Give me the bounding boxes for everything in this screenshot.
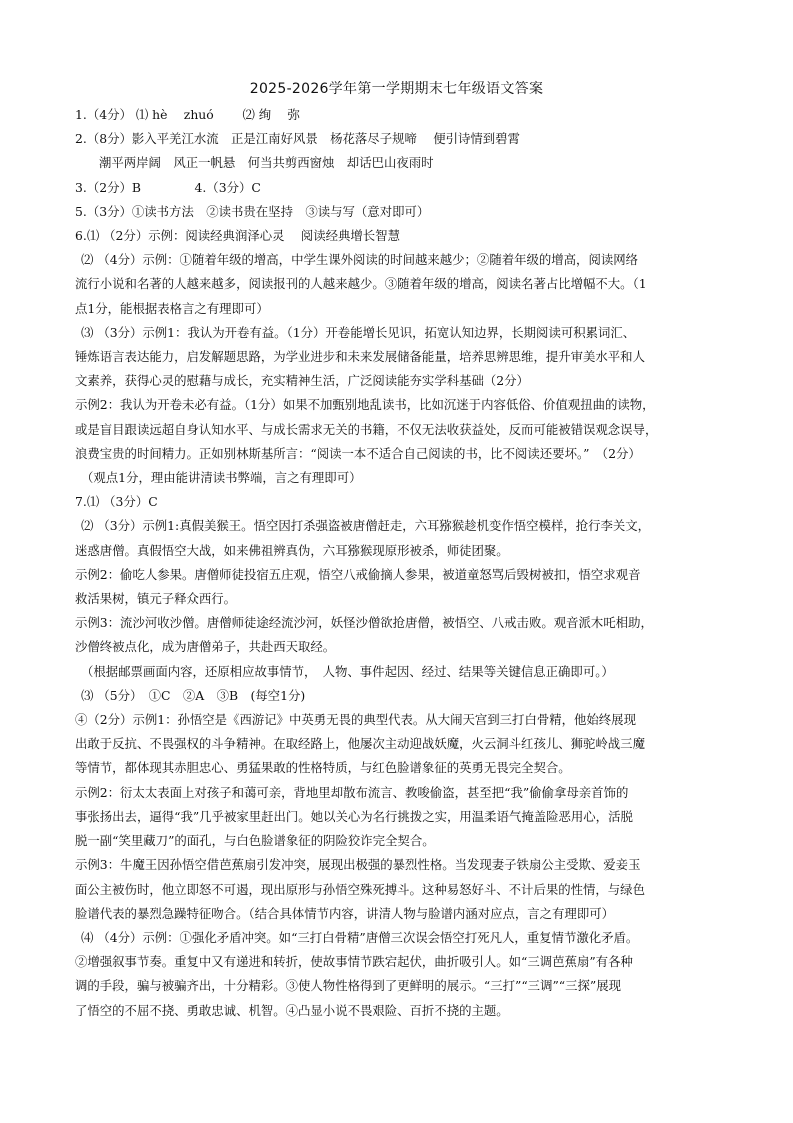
- answer-line: 5.（3分）①读书方法 ②读书贵在坚持 ③读与写（意对即可）: [75, 203, 430, 219]
- answer-line: ⑶ （3分）示例1：我认为开卷有益。（1分）开卷能增长见识，拓宽认知边界，长期阅读可积累词汇、: [81, 324, 636, 340]
- answer-line: ④（2分）示例1：孙悟空是《西游记》中英勇无畏的典型代表。从大闹天宫到三打白骨精，他始终展现: [75, 712, 636, 728]
- answer-line: 了悟空的不屈不挠、勇敢忠诚、机智。④凸显小说不畏艰险、百折不挠的主题。: [75, 1002, 509, 1018]
- answer-line: （根据邮票画面内容，还原相应故事情节， 人物、事件起因、经过、结果等关键信息正确即可。）: [81, 663, 614, 679]
- answer-content: [75, 103, 735, 1023]
- answer-line: 脱一副“笑里藏刀”的面孔，与白色脸谱象征的阴险狡诈完全契合。: [75, 833, 435, 849]
- answer-line: 面公主被伤时，他立即怒不可遏，现出原形与孙悟空殊死搏斗。这种易怒好斗、不计后果的性情，与绿色: [75, 881, 645, 897]
- answer-line: 沙僧终被点化，成为唐僧弟子，共赴西天取经。: [75, 639, 336, 655]
- answer-line: 示例2：偷吃人参果。唐僧师徒投宿五庄观，悟空八戒偷摘人参果，被道童怒骂后毁树被扣，悟空求观音: [75, 566, 641, 582]
- answer-line: 脸谱代表的暴烈急躁特征吻合。（结合具体情节内容，讲清人物与脸谱内涵对应点，言之有理即可）: [75, 905, 614, 921]
- answer-line: 等情节，都体现其赤胆忠心、勇猛果敢的性格特质，与红色脸谱象征的英勇无畏完全契合。: [75, 760, 571, 776]
- answer-line: ⑵ （3分）示例1:真假美猴王。悟空因打杀强盗被唐僧赶走，六耳猕猴趁机变作悟空模样，抢行李关文，: [81, 518, 651, 534]
- answer-line: 或是盲目跟读远超自身认知水平、与成长需求无关的书籍，不仅无法收获益处，反而可能被错误观念误导，: [75, 421, 658, 437]
- answer-line: 6.⑴ （2分）示例：阅读经典润泽心灵 阅读经典增长智慧: [75, 228, 400, 244]
- answer-line: 文素养，获得心灵的慰藉与成长，充实精神生活，广泛阅读能夯实学科基础（2分）: [75, 373, 529, 389]
- answer-line: ⑵ （4分）示例：①随着年级的增高，中学生课外阅读的时间越来越少；②随着年级的增高，阅读网络: [81, 252, 639, 268]
- answer-line: 示例2：我认为开卷未必有益。（1分）如果不加甄别地乱读书，比如沉迷于内容低俗、价值观扭曲的读物，: [75, 397, 655, 413]
- document-title: 2025-2026学年第一学期期末七年级语文答案: [249, 81, 544, 97]
- answer-line: 7.⑴ （3分）C: [75, 494, 158, 510]
- answer-line: 点1分，能根据表格言之有理即可）: [75, 300, 269, 316]
- answer-line: ⑶ （5分） ①C ②A ③B (每空1分): [81, 687, 306, 703]
- answer-line: 潮平两岸阔 风正一帆悬 何当共剪西窗烛 却话巴山夜雨时: [99, 155, 434, 171]
- answer-line: 锤炼语言表达能力，启发解题思路，为学业进步和未来发展储备能量，培养思辨思维，提升审美水平和人: [75, 349, 645, 365]
- answer-line: 救活果树，镇元子释众西行。: [75, 591, 237, 607]
- answer-line: ⑷ （4分）示例：①强化矛盾冲突。如“三打白骨精”唐僧三次误会悟空打死凡人，重复情节激化矛盾。: [81, 929, 639, 945]
- answer-line: ②增强叙事节奏。重复中又有递进和转折，使故事情节跌宕起伏，曲折吸引人。如“三调芭蕉扇”有各种: [75, 954, 633, 970]
- answer-line: 示例3：流沙河收沙僧。唐僧师徒途经流沙河，妖怪沙僧欲抢唐僧，被悟空、八戒击败。观音派木吒相助，: [75, 615, 653, 631]
- answer-line: 示例2：衍太太表面上对孩子和蔼可亲，背地里却散布流言、教唆偷盗，甚至把“我”偷偷拿母亲首饰的: [75, 784, 629, 800]
- answer-line: （观点1分，理由能讲清读书弊端，言之有理即可）: [81, 470, 362, 486]
- answer-line: 出敢于反抗、不畏强权的斗争精神。在取经路上，他屡次主动迎战妖魔，火云洞斗红孩儿、狮驼岭战三魔: [75, 736, 645, 752]
- answer-line: 事张扬出去，逼得“我”几乎被家里赶出门。她以关心为名行挑拨之实，用温柔语气掩盖险恶用心，活脱: [75, 808, 633, 824]
- answer-line: 2.（8分）影入平羌江水流 正是江南好风景 杨花落尽子规啼 便引诗情到碧霄: [75, 131, 520, 147]
- answer-line: 1.（4分） ⑴ hè zhuó ⑵ 绚 弥: [75, 107, 300, 122]
- answer-line: 浪费宝贵的时间精力。正如别林斯基所言：“阅读一本不适合自己阅读的书，比不阅读还要坏。” （2分）: [75, 445, 641, 461]
- answer-line: 示例3：牛魔王因孙悟空借芭蕉扇引发冲突，展现出极强的暴烈性格。当发现妻子铁扇公主受欺、爱妾玉: [75, 857, 641, 873]
- answer-line: 迷惑唐僧。真假悟空大战，如来佛祖辨真伪，六耳猕猴现原形被杀，师徒团聚。: [75, 542, 509, 558]
- answer-line: 流行小说和名著的人越来越多，阅读报刊的人越来越少。③随着年级的增高，阅读名著占比增幅不大。（1: [75, 276, 647, 292]
- answer-line: 3.（2分）B 4.（3分）C: [75, 179, 261, 195]
- answer-line: 调的手段，骗与被骗齐出，十分精彩。③使人物性格得到了更鲜明的展示。“三打”“三调”“三探”展现: [75, 978, 622, 994]
